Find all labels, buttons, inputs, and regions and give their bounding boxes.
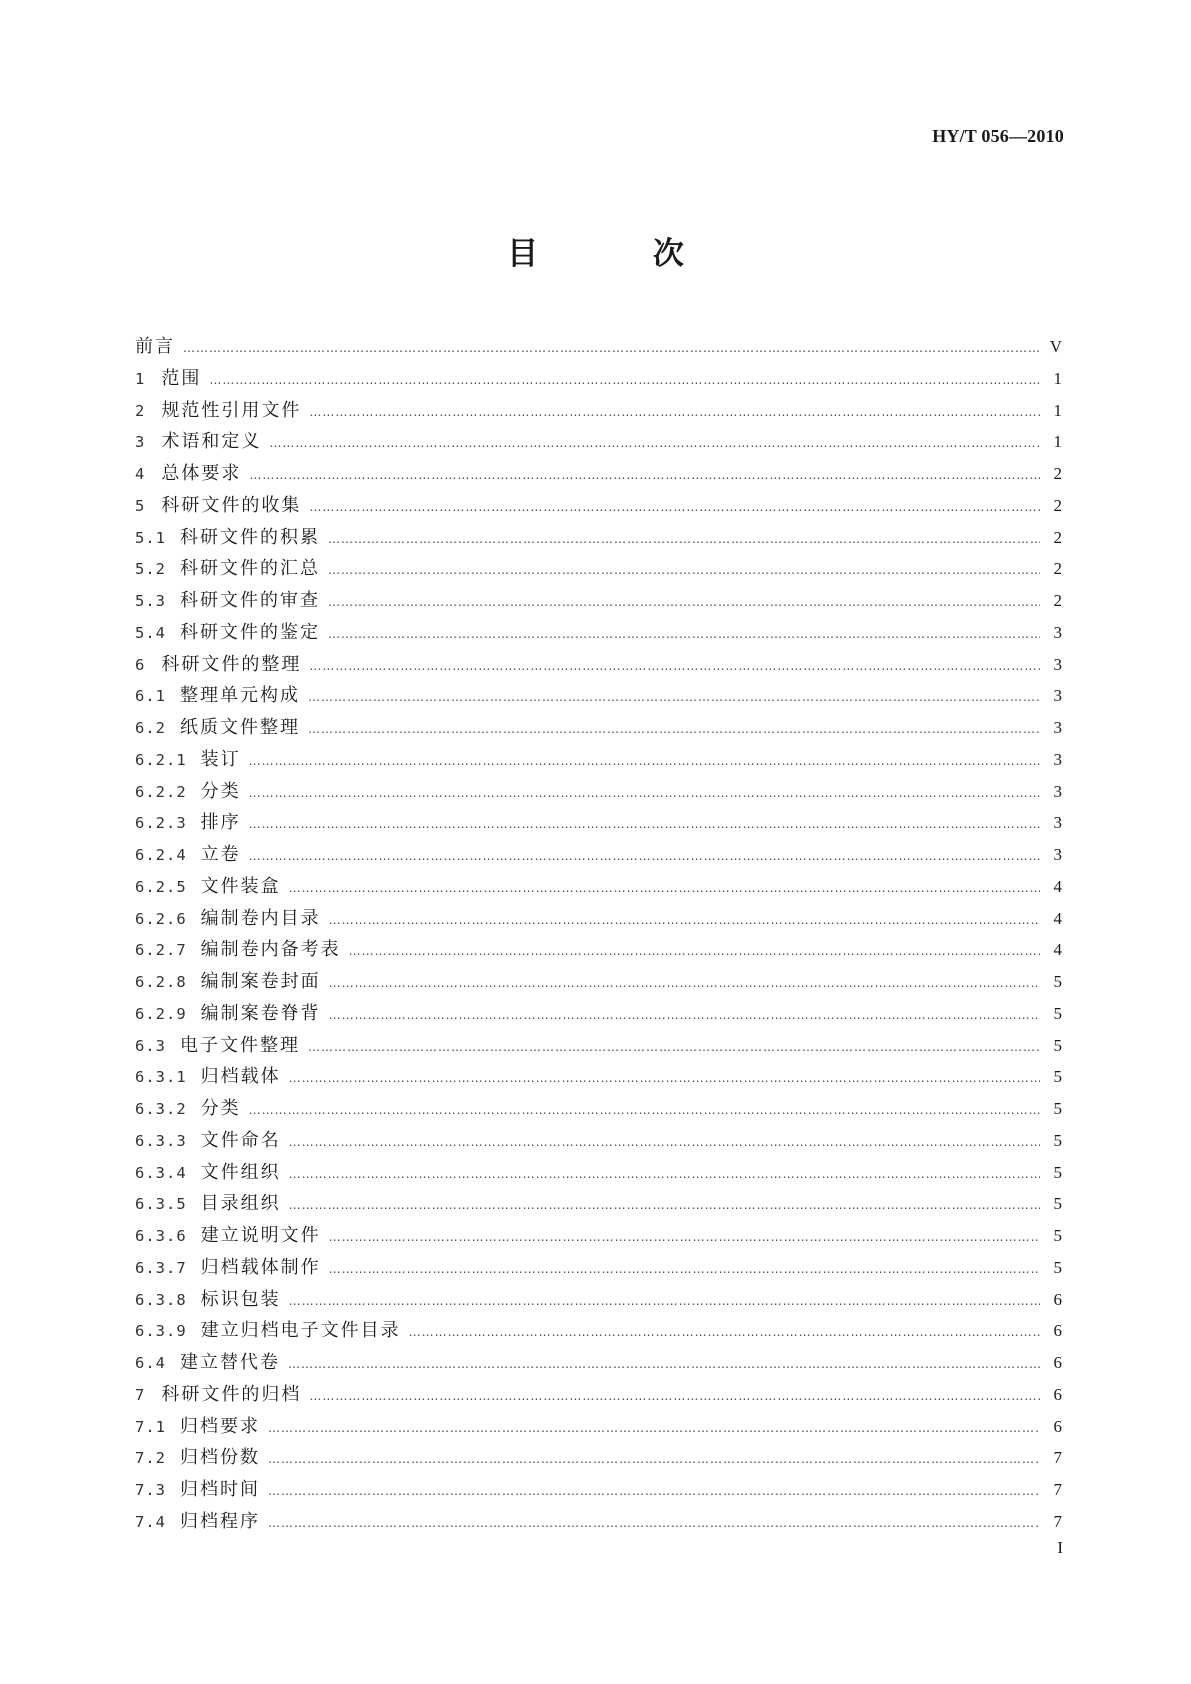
toc-entry[interactable] bbox=[135, 1412, 1062, 1444]
standard-code: HY/T 056—2010 bbox=[932, 126, 1064, 146]
toc-entry[interactable] bbox=[135, 618, 1062, 650]
toc-entry-page: 3 bbox=[1053, 813, 1062, 833]
dot-leader bbox=[289, 881, 1040, 895]
toc-entry-page: 5 bbox=[1053, 1162, 1062, 1182]
toc-entry-label: 归档程序 bbox=[180, 1510, 260, 1532]
toc-entry-label: 科研文件的汇总 bbox=[180, 558, 320, 580]
dot-leader bbox=[329, 1230, 1040, 1244]
toc-entry[interactable] bbox=[135, 586, 1062, 618]
toc-entry-number: 6.3.6 bbox=[135, 1227, 187, 1245]
dot-leader bbox=[328, 595, 1040, 609]
toc-entry[interactable] bbox=[135, 1221, 1062, 1253]
toc-entry-number: 6.2.9 bbox=[135, 1004, 187, 1023]
toc-entry-number: 6.2.6 bbox=[135, 909, 187, 928]
toc-entry-label: 建立说明文件 bbox=[200, 1225, 321, 1246]
toc-entry-number: 7.4 bbox=[135, 1512, 166, 1531]
dot-leader bbox=[249, 468, 1040, 482]
toc-entry[interactable] bbox=[135, 777, 1062, 809]
dot-leader bbox=[409, 1325, 1040, 1339]
dot-leader bbox=[209, 373, 1040, 387]
toc-entry[interactable] bbox=[135, 713, 1062, 745]
toc-entry-number: 6.2.8 bbox=[135, 973, 187, 991]
toc-entry-label: 归档载体 bbox=[200, 1066, 281, 1088]
toc-entry[interactable] bbox=[135, 332, 1062, 364]
toc-entry-label: 科研文件的审查 bbox=[180, 590, 320, 611]
toc-entry-page: 6 bbox=[1053, 1384, 1062, 1404]
toc-entry-page: 3 bbox=[1053, 654, 1062, 674]
toc-entry[interactable] bbox=[135, 681, 1062, 713]
toc-entry[interactable] bbox=[135, 1507, 1062, 1539]
dot-leader bbox=[289, 1198, 1040, 1212]
toc-entry-number: 6.3.7 bbox=[135, 1258, 187, 1277]
toc-entry-number: 3 bbox=[135, 433, 146, 452]
toc-entry-page: 5 bbox=[1053, 1257, 1062, 1277]
toc-entry-label: 归档份数 bbox=[180, 1447, 260, 1469]
toc-entry-page: 5 bbox=[1053, 1130, 1062, 1150]
toc-entry-number: 6.2.4 bbox=[135, 846, 187, 864]
toc-entry-page: 4 bbox=[1053, 876, 1062, 896]
toc-entry-number: 5.1 bbox=[135, 528, 166, 547]
toc-entry-number: 6 bbox=[135, 655, 146, 674]
toc-entry-number: 6.3.3 bbox=[135, 1131, 187, 1150]
toc-entry-number: 6.3 bbox=[135, 1036, 166, 1055]
toc-entry-label: 归档时间 bbox=[180, 1479, 260, 1500]
dot-leader bbox=[249, 1103, 1040, 1117]
dot-leader bbox=[249, 849, 1040, 863]
dot-leader bbox=[268, 1421, 1040, 1435]
toc-entry-number: 6.2.3 bbox=[135, 814, 187, 833]
toc-entry[interactable] bbox=[135, 999, 1062, 1031]
toc-entry[interactable] bbox=[135, 1443, 1062, 1475]
toc-entry-number: 4 bbox=[135, 465, 146, 483]
toc-entry-page: 2 bbox=[1053, 527, 1062, 547]
toc-entry-label: 规范性引用文件 bbox=[161, 399, 302, 421]
toc-entry-label: 范围 bbox=[161, 367, 202, 389]
toc-entry-number: 6.3.8 bbox=[135, 1290, 187, 1309]
toc-entry[interactable] bbox=[135, 935, 1062, 967]
toc-entry-number: 6.1 bbox=[135, 687, 166, 706]
toc-entry-label: 科研文件的归档 bbox=[161, 1383, 302, 1405]
toc-entry-page: 1 bbox=[1053, 368, 1062, 388]
toc-entry[interactable] bbox=[135, 808, 1062, 840]
toc-entry-label: 归档要求 bbox=[180, 1415, 260, 1437]
toc-entry-number: 6.4 bbox=[135, 1354, 166, 1372]
toc-entry[interactable] bbox=[135, 1158, 1062, 1190]
toc-entry-number: 7.2 bbox=[135, 1449, 166, 1468]
toc-entry-page: 1 bbox=[1053, 400, 1062, 420]
toc-entry-label: 科研文件的收集 bbox=[161, 494, 302, 516]
dot-leader bbox=[329, 913, 1040, 927]
dot-leader bbox=[349, 944, 1040, 958]
toc-entry-page: 2 bbox=[1053, 464, 1062, 483]
dot-leader bbox=[309, 405, 1040, 419]
dot-leader bbox=[328, 627, 1040, 641]
toc-entry-page: 2 bbox=[1053, 495, 1062, 515]
table-of-contents bbox=[135, 332, 1062, 1539]
toc-entry-page: 5 bbox=[1053, 1099, 1062, 1118]
toc-entry-page: 5 bbox=[1053, 972, 1062, 991]
toc-entry-page: 2 bbox=[1053, 559, 1062, 579]
toc-entry[interactable] bbox=[135, 650, 1062, 682]
toc-entry-label: 装订 bbox=[200, 748, 241, 770]
dot-leader bbox=[308, 1040, 1040, 1054]
dot-leader bbox=[249, 817, 1040, 831]
toc-entry-label: 编制卷内备考表 bbox=[200, 939, 341, 961]
toc-entry-number: 7.3 bbox=[135, 1481, 166, 1499]
toc-entry[interactable] bbox=[135, 1475, 1062, 1507]
toc-entry-label: 科研文件的积累 bbox=[180, 526, 320, 548]
page-number: I bbox=[1057, 1538, 1063, 1557]
dot-leader bbox=[249, 786, 1040, 800]
toc-entry-page: 3 bbox=[1053, 686, 1062, 706]
toc-entry-label: 科研文件的鉴定 bbox=[180, 621, 320, 643]
toc-entry-page: 5 bbox=[1053, 1035, 1062, 1055]
toc-entry-label: 标识包装 bbox=[200, 1288, 281, 1310]
toc-entry-page: 5 bbox=[1053, 1003, 1062, 1023]
toc-entry-page: 3 bbox=[1053, 845, 1062, 864]
dot-leader bbox=[289, 1294, 1040, 1308]
toc-entry-label: 编制卷内目录 bbox=[200, 907, 321, 929]
toc-entry-number: 5.3 bbox=[135, 592, 166, 610]
toc-entry-page: 4 bbox=[1053, 908, 1062, 928]
toc-entry-page: 3 bbox=[1053, 718, 1062, 737]
toc-entry-number: 7 bbox=[135, 1385, 146, 1404]
toc-entry[interactable] bbox=[135, 554, 1062, 586]
toc-entry[interactable] bbox=[135, 1253, 1062, 1285]
toc-entry-page: 4 bbox=[1053, 940, 1062, 960]
toc-entry-page: 2 bbox=[1053, 591, 1062, 610]
toc-entry-page: 6 bbox=[1053, 1416, 1062, 1436]
toc-entry[interactable] bbox=[135, 1285, 1062, 1317]
dot-leader bbox=[268, 1484, 1040, 1498]
toc-entry-number: 2 bbox=[135, 401, 146, 420]
toc-entry-number: 6.2.2 bbox=[135, 782, 187, 801]
toc-entry[interactable] bbox=[135, 1380, 1062, 1412]
toc-entry[interactable] bbox=[135, 523, 1062, 555]
toc-entry-label: 术语和定义 bbox=[161, 431, 262, 453]
toc-entry[interactable] bbox=[135, 904, 1062, 936]
toc-entry[interactable] bbox=[135, 872, 1062, 904]
toc-entry-label: 文件装盒 bbox=[200, 875, 281, 897]
dot-leader bbox=[328, 563, 1040, 577]
toc-entry-label: 总体要求 bbox=[161, 463, 242, 484]
toc-entry-label: 电子文件整理 bbox=[180, 1034, 300, 1056]
dot-leader bbox=[268, 1452, 1040, 1466]
toc-entry-label: 分类 bbox=[200, 780, 241, 802]
dot-leader bbox=[269, 436, 1040, 450]
toc-entry-number: 6.2 bbox=[135, 719, 166, 737]
dot-leader bbox=[183, 341, 1040, 355]
dot-leader bbox=[308, 722, 1040, 736]
toc-entry-label: 排序 bbox=[200, 812, 241, 834]
toc-entry-label: 文件组织 bbox=[200, 1161, 281, 1183]
toc-entry-page: 1 bbox=[1053, 432, 1062, 452]
toc-entry[interactable] bbox=[135, 1126, 1062, 1158]
toc-entry-page: 7 bbox=[1053, 1511, 1062, 1531]
toc-entry-label: 目录组织 bbox=[200, 1193, 281, 1215]
page-title: 目 次 bbox=[507, 236, 736, 272]
dot-leader bbox=[249, 754, 1040, 768]
dot-leader bbox=[329, 1008, 1040, 1022]
toc-entry[interactable] bbox=[135, 459, 1062, 491]
toc-entry-number: 1 bbox=[135, 369, 146, 388]
toc-entry-label: 建立替代卷 bbox=[180, 1352, 280, 1373]
toc-entry-label: 文件命名 bbox=[200, 1129, 281, 1151]
toc-entry-page: 5 bbox=[1053, 1194, 1062, 1214]
toc-entry[interactable] bbox=[135, 967, 1062, 999]
dot-leader bbox=[329, 976, 1040, 990]
toc-entry[interactable] bbox=[135, 1094, 1062, 1126]
toc-entry-label: 纸质文件整理 bbox=[180, 717, 300, 738]
toc-entry-page: 6 bbox=[1053, 1353, 1062, 1372]
toc-entry-number: 5 bbox=[135, 496, 146, 515]
toc-entry[interactable] bbox=[135, 1062, 1062, 1094]
toc-entry[interactable] bbox=[135, 1348, 1062, 1380]
dot-leader bbox=[289, 1071, 1040, 1085]
toc-entry[interactable] bbox=[135, 491, 1062, 523]
toc-entry-label: 分类 bbox=[200, 1098, 241, 1119]
toc-entry-number: 6.2.7 bbox=[135, 941, 187, 960]
toc-entry-label: 建立归档电子文件目录 bbox=[200, 1320, 401, 1342]
dot-leader bbox=[288, 1357, 1040, 1371]
toc-entry[interactable] bbox=[135, 1031, 1062, 1063]
dot-leader bbox=[289, 1135, 1040, 1149]
toc-entry-number: 6.3.2 bbox=[135, 1100, 187, 1118]
toc-entry-page: V bbox=[1049, 337, 1062, 356]
toc-entry-page: 6 bbox=[1053, 1289, 1062, 1309]
toc-entry-number: 6.3.1 bbox=[135, 1068, 187, 1087]
dot-leader bbox=[309, 659, 1040, 673]
toc-entry-page: 5 bbox=[1053, 1226, 1062, 1245]
toc-entry-page: 5 bbox=[1053, 1067, 1062, 1087]
toc-entry-number: 6.2.5 bbox=[135, 877, 187, 896]
toc-entry-page: 7 bbox=[1053, 1448, 1062, 1468]
toc-entry-label: 归档载体制作 bbox=[200, 1256, 321, 1278]
toc-entry-label: 编制案卷封面 bbox=[200, 971, 321, 992]
toc-entry-label: 编制案卷脊背 bbox=[200, 1002, 321, 1024]
toc-entry-label: 科研文件的整理 bbox=[161, 653, 302, 675]
toc-entry-number: 6.3.5 bbox=[135, 1195, 187, 1214]
toc-entry-number: 6.3.4 bbox=[135, 1163, 187, 1182]
dot-leader bbox=[289, 1167, 1040, 1181]
toc-entry[interactable] bbox=[135, 745, 1062, 777]
toc-entry[interactable] bbox=[135, 1316, 1062, 1348]
toc-entry[interactable] bbox=[135, 1189, 1062, 1221]
dot-leader bbox=[328, 532, 1040, 546]
toc-entry-number: 6.3.9 bbox=[135, 1322, 187, 1341]
toc-entry-page: 6 bbox=[1053, 1321, 1062, 1341]
toc-entry-page: 3 bbox=[1053, 781, 1062, 801]
toc-entry-number: 5.4 bbox=[135, 623, 166, 642]
toc-entry-number: 5.2 bbox=[135, 560, 166, 579]
toc-entry[interactable] bbox=[135, 396, 1062, 428]
toc-entry-page: 3 bbox=[1053, 622, 1062, 642]
dot-leader bbox=[268, 1516, 1040, 1530]
dot-leader bbox=[309, 1389, 1040, 1403]
toc-entry-label: 立卷 bbox=[200, 844, 241, 865]
dot-leader bbox=[309, 500, 1040, 514]
toc-entry-label: 前言 bbox=[135, 336, 175, 357]
dot-leader bbox=[308, 690, 1040, 704]
toc-entry-number: 7.1 bbox=[135, 1417, 166, 1436]
toc-entry-label: 整理单元构成 bbox=[180, 685, 300, 707]
toc-entry[interactable] bbox=[135, 840, 1062, 872]
dot-leader bbox=[329, 1262, 1040, 1276]
toc-entry[interactable] bbox=[135, 427, 1062, 459]
toc-entry[interactable] bbox=[135, 364, 1062, 396]
toc-entry-page: 7 bbox=[1053, 1480, 1062, 1499]
toc-entry-number: 6.2.1 bbox=[135, 750, 187, 769]
toc-entry-page: 3 bbox=[1053, 749, 1062, 769]
